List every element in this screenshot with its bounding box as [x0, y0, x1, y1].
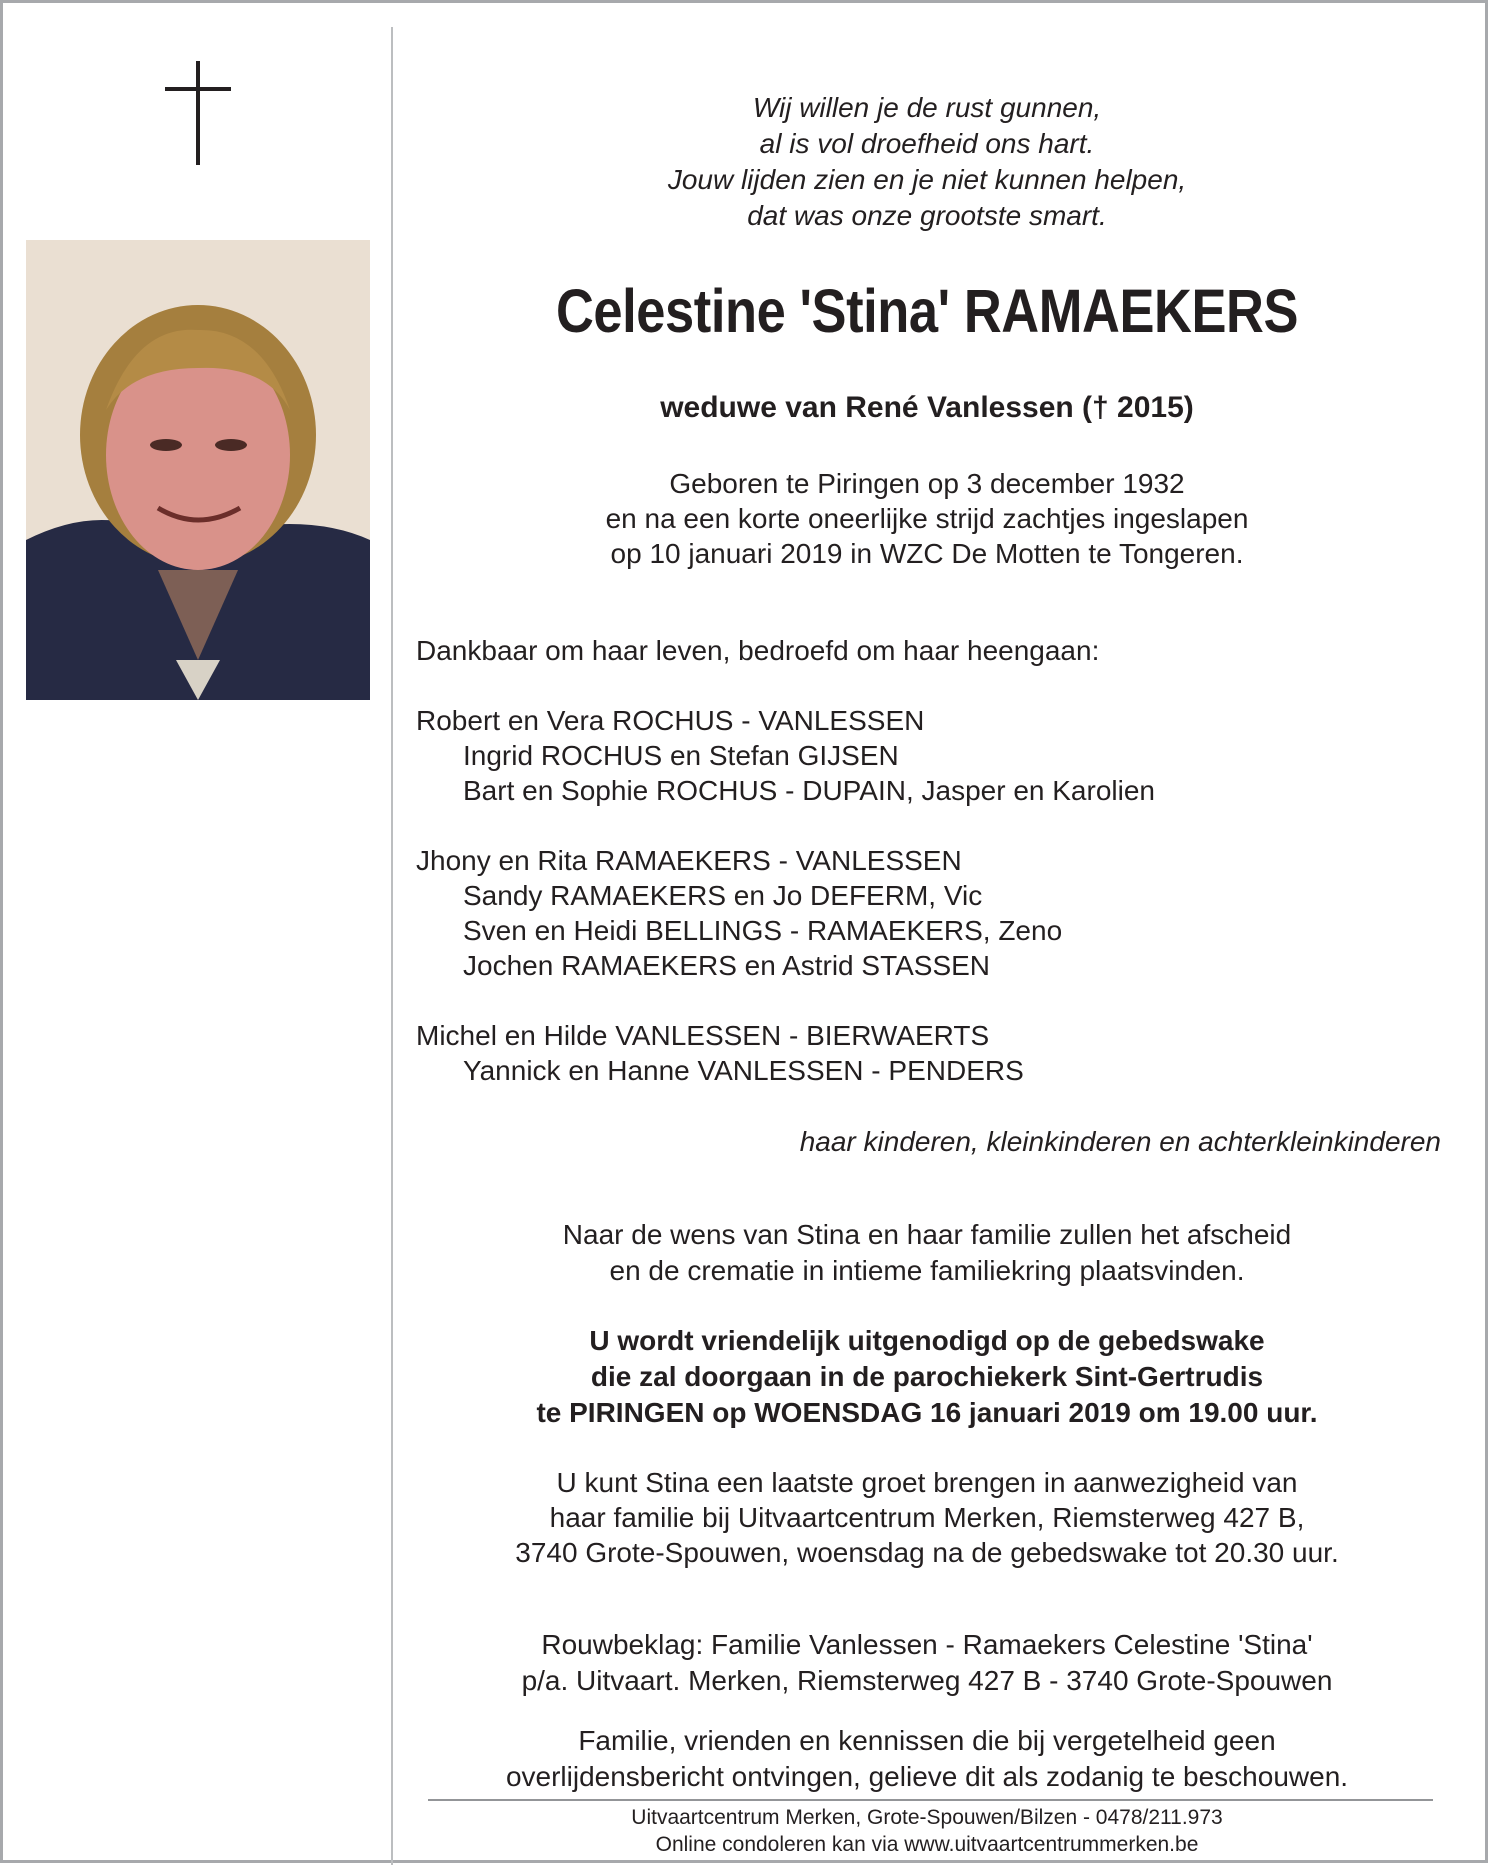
family-group: [416, 1018, 1155, 1088]
family-child: Ingrid ROCHUS en Stefan GIJSEN: [463, 740, 899, 771]
invitation-line: die zal doorgaan in de parochiekerk Sint-Gertrudis: [590, 1361, 1264, 1392]
notice-line: Familie, vrienden en kennissen die bij vergetelheid geen: [578, 1725, 1276, 1756]
family-group: [416, 843, 1155, 983]
poem-line: dat was onze grootste smart.: [747, 200, 1107, 231]
footer-contact: Uitvaartcentrum Merken, Grote-Spouwen/Bilzen - 0478/211.973: [631, 1806, 1223, 1829]
footer-website[interactable]: Online condoleren kan via www.uitvaartcentrummerken.be: [655, 1833, 1199, 1856]
footer-divider: [428, 1799, 1433, 1801]
portrait-photo: [26, 240, 370, 700]
family-parent: Michel en Hilde VANLESSEN - BIERWAERTS: [416, 1020, 990, 1051]
widow-line: weduwe van René Vanlessen († 2015): [660, 391, 1194, 424]
visit-line: haar familie bij Uitvaartcentrum Merken, Riemsterweg 427 B,: [549, 1502, 1305, 1533]
footer: [403, 1804, 1451, 1858]
family-child: Sandy RAMAEKERS en Jo DEFERM, Vic: [463, 880, 983, 911]
poem-line: Jouw lijden zien en je niet kunnen helpen,: [667, 164, 1187, 195]
family-parent: Jhony en Rita RAMAEKERS - VANLESSEN: [416, 845, 962, 876]
condolence-line: Rouwbeklag: Familie Vanlessen - Ramaekers Celestine 'Stina': [541, 1629, 1313, 1660]
wish-line: en de crematie in intieme familiekring plaatsvinden.: [609, 1255, 1245, 1286]
family-list: [416, 703, 1155, 1123]
family-child: Bart en Sophie ROCHUS - DUPAIN, Jasper en Karolien: [463, 775, 1155, 806]
birth-line: en na een korte oneerlijke strijd zachtjes ingeslapen: [605, 503, 1249, 534]
notice-line: overlijdensbericht ontvingen, gelieve dit als zodanig te beschouwen.: [505, 1761, 1349, 1792]
birth-death-details: [403, 466, 1451, 571]
descendants-line: haar kinderen, kleinkinderen en achterkleinkinderen: [799, 1126, 1441, 1157]
family-group: [416, 703, 1155, 808]
poem: [403, 90, 1451, 234]
birth-line: Geboren te Piringen op 3 december 1932: [669, 468, 1185, 499]
cross-icon: [165, 61, 231, 165]
invitation-line: U wordt vriendelijk uitgenodigd op de gebedswake: [589, 1325, 1265, 1356]
ceremony-wish: [403, 1217, 1451, 1289]
visitation-info: [403, 1465, 1451, 1570]
birth-line: op 10 januari 2019 in WZC De Motten te Tongeren.: [610, 538, 1244, 569]
family-child: Yannick en Hanne VANLESSEN - PENDERS: [463, 1055, 1024, 1086]
condolence-line: p/a. Uitvaart. Merken, Riemsterweg 427 B - 3740 Grote-Spouwen: [521, 1665, 1333, 1696]
condolence-address: [403, 1627, 1451, 1699]
family-parent: Robert en Vera ROCHUS - VANLESSEN: [416, 705, 925, 736]
family-child: Sven en Heidi BELLINGS - RAMAEKERS, Zeno: [463, 915, 1063, 946]
invitation-line: te PIRINGEN op WOENSDAG 16 januari 2019 om 19.00 uur.: [536, 1397, 1318, 1428]
vigil-invitation: [403, 1323, 1451, 1431]
deceased-name: Celestine 'Stina' RAMAEKERS: [555, 277, 1299, 345]
wish-line: Naar de wens van Stina en haar familie zullen het afscheid: [562, 1219, 1292, 1250]
family-child: Jochen RAMAEKERS en Astrid STASSEN: [463, 950, 991, 981]
thanks-line: Dankbaar om haar leven, bedroefd om haar heengaan:: [416, 635, 1100, 666]
vertical-divider: [391, 27, 393, 1865]
poem-line: Wij willen je de rust gunnen,: [752, 92, 1102, 123]
poem-line: al is vol droefheid ons hart.: [759, 128, 1095, 159]
visit-line: 3740 Grote-Spouwen, woensdag na de gebedswake tot 20.30 uur.: [515, 1537, 1339, 1568]
notice-text: [403, 1723, 1451, 1795]
visit-line: U kunt Stina een laatste groet brengen in aanwezigheid van: [556, 1467, 1298, 1498]
